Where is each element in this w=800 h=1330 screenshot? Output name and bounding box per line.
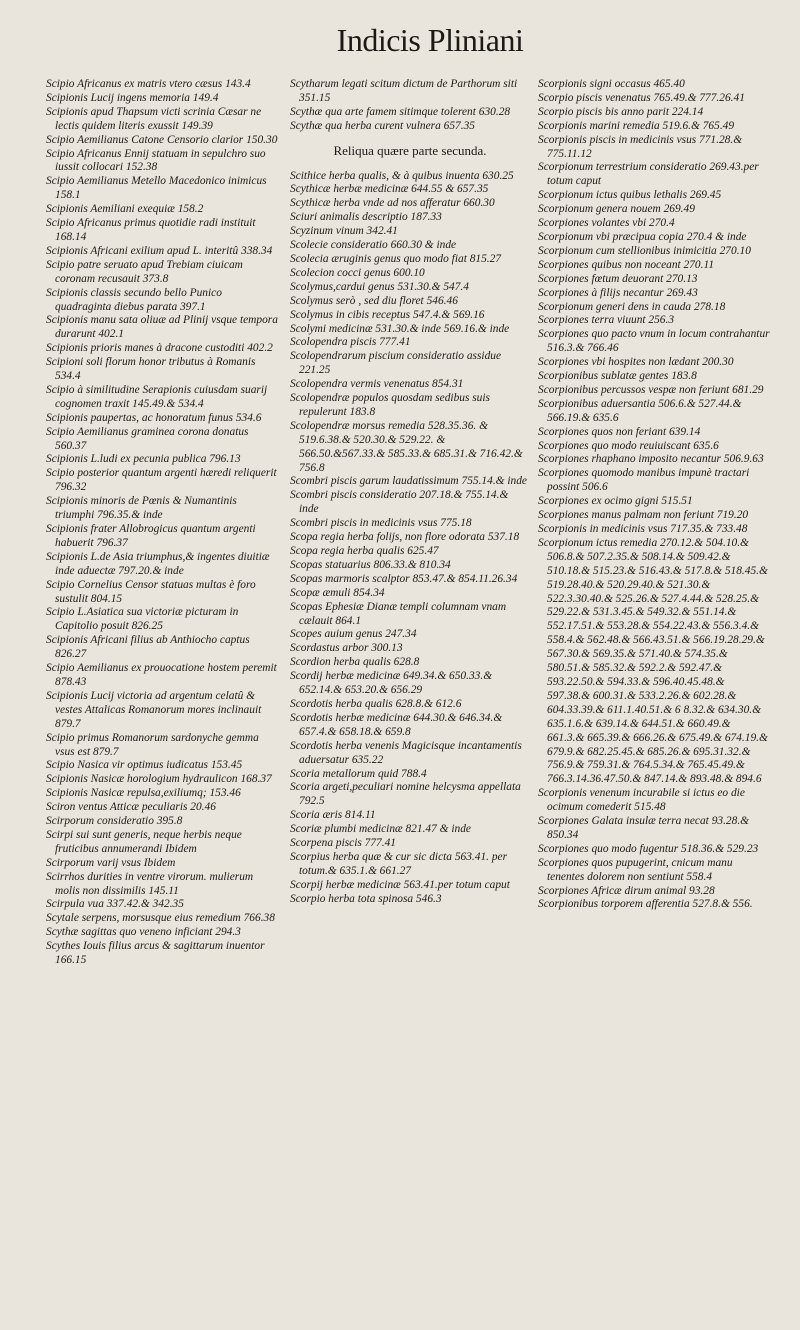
index-entry: Scolecia æruginis genus quo modo fiat 815.27 bbox=[290, 252, 502, 265]
index-entry: Scipionis apud Thapsum victi scrinia Cæsar ne lectis quidem literis exussit 149.39 bbox=[46, 105, 262, 132]
index-entry: Scorpius herba quæ & cur sic dicta 563.41. per totum.& 635.1.& 661.27 bbox=[290, 850, 508, 877]
index-entry: Scorpiones quo pacto vnum in locum contrahantur 516.3.& 766.46 bbox=[538, 328, 770, 355]
index-entry: Scolopendræ populos quosdam sedibus suis repulerunt 183.8 bbox=[290, 392, 490, 418]
index-entry: Scorpionis in medicinis vsus 717.35.& 733.48 bbox=[538, 523, 748, 535]
index-entry: Scombri piscis in medicinis vsus 775.18 bbox=[290, 517, 472, 530]
index-column-left bbox=[46, 78, 278, 968]
index-entry: Scipio L.Asiatica sua victoriæ picturam in Capitolio posuit 826.25 bbox=[46, 606, 239, 633]
index-entry: Scipio Africanus primus quotidie radi instituit 168.14 bbox=[46, 217, 256, 243]
index-entry: Scytharum legati scitum dictum de Parthorum siti 351.15 bbox=[290, 78, 518, 104]
index-entry: Scoria metallorum quid 788.4 bbox=[290, 767, 427, 780]
index-entry: Scirrhos durities in ventre virorum. mulierum molis non dissimilis 145.11 bbox=[46, 870, 254, 897]
index-entry: Scorpiones quos non feriant 639.14 bbox=[538, 425, 701, 438]
index-entry: Scorpionibus torporem afferentia 527.8.& 556. bbox=[538, 898, 753, 911]
index-entry: Scythicæ herba vnde ad nos afferatur 660.30 bbox=[290, 197, 495, 210]
index-entry: Scipionis frater Allobrogicus quantum argenti habuerit 796.37 bbox=[46, 523, 256, 549]
index-entry: Scipionis Africani filius ab Anthiocho captus 826.27 bbox=[46, 634, 250, 661]
index-entry: Scorpionum generi dens in cauda 278.18 bbox=[538, 300, 726, 313]
index-entry: Scipionis Nasicæ repulsa,exiliumq; 153.46 bbox=[46, 787, 241, 800]
index-entry: Scopas statuarius 806.33.& 810.34 bbox=[290, 558, 451, 571]
index-entry: Scolymus in cibis receptus 547.4.& 569.16 bbox=[290, 308, 485, 321]
index-entry: Scordastus arbor 300.13 bbox=[290, 642, 403, 655]
index-entry: Scipionis Nasicæ horologium hydraulicon 168.37 bbox=[46, 773, 272, 786]
index-entry: Scirpi sui sunt generis, neque herbis neque fruticibus annumerandi Ibidem bbox=[46, 828, 242, 855]
index-entry: Scythes Iouis filius arcus & sagittarum inuentor 166.15 bbox=[46, 940, 265, 967]
index-entry: Scorpionum genera nouem 269.49 bbox=[538, 203, 695, 216]
index-entry: Scorpio piscis bis anno parit 224.14 bbox=[538, 105, 704, 118]
index-entry: Scoriæ plumbi medicinæ 821.47 & inde bbox=[290, 823, 471, 836]
index-entry: Scipio Aemilianus graminea corona donatus 560.37 bbox=[46, 425, 249, 452]
index-entry: Scombri piscis consideratio 207.18.& 755.14.& inde bbox=[290, 489, 509, 516]
index-entry: Sciuri animalis descriptio 187.33 bbox=[290, 211, 442, 224]
index-entry: Scipio à similitudine Serapionis cuiusdam suarij cognomen traxit 145.49.& 534.4 bbox=[46, 383, 268, 410]
index-entry: Scorpionum terrestrium consideratio 269.43.per totum caput bbox=[538, 161, 759, 188]
index-entry: Scordion herba qualis 628.8 bbox=[290, 656, 420, 669]
index-entry: Scorpio piscis venenatus 765.49.& 777.26.41 bbox=[538, 91, 745, 104]
index-column-right bbox=[538, 78, 770, 912]
index-entry: Scythæ qua arte famem sitimque tolerent 630.28 bbox=[290, 105, 511, 118]
index-entry: Scipionis paupertas, ac honoratum funus 534.6 bbox=[46, 411, 262, 424]
index-entry: Scyzinum vinum 342.41 bbox=[290, 225, 398, 238]
index-entry: Scipio Nasica vir optimus iudicatus 153.45 bbox=[46, 759, 243, 772]
index-entry: Scorpiones quos pupugerint, cnicum manu tenentes dolorem non sentiunt 558.4 bbox=[538, 856, 733, 883]
index-entry: Scopa regia herba folijs, non flore odorata 537.18 bbox=[290, 531, 520, 544]
index-column-middle bbox=[290, 78, 530, 907]
index-entry: Scirporum varij vsus Ibidem bbox=[46, 856, 176, 869]
index-entry: Scordij herbæ medicinæ 649.34.& 650.33.& 652.14.& 653.20.& 656.29 bbox=[290, 670, 493, 697]
index-entry: Scorpiones manus palmam non feriunt 719.20 bbox=[538, 509, 749, 522]
index-entry: Scopæ æmuli 854.34 bbox=[290, 586, 385, 599]
index-entry: Scolopendræ morsus remedia 528.35.36. & 519.6.38.& 520.30.& 529.22. & 566.50.&567.33.& 585.33.& 685.31.& 716.42.& 756.8 bbox=[290, 419, 523, 474]
index-entry: Scithice herba qualis, & à quibus inuenta 630.25 bbox=[290, 169, 514, 182]
index-entry: Scorpionis signi occasus 465.40 bbox=[538, 78, 685, 90]
index-entry: Scorpionibus percussos vespæ non feriunt 681.29 bbox=[538, 383, 764, 396]
index-entry: Scorpiones volantes vbi 270.4 bbox=[538, 217, 675, 230]
middle-entries-before bbox=[290, 78, 530, 134]
index-entry: Scorpiones quo modo fugentur 518.36.& 529.23 bbox=[538, 842, 759, 855]
index-entry: Scolymus,cardui genus 531.30.& 547.4 bbox=[290, 280, 469, 293]
index-entry: Scordotis herba venenis Magicisque incantamentis aduersatur 635.22 bbox=[290, 739, 522, 766]
index-entry: Scipionis Aemiliani exequiæ 158.2 bbox=[46, 203, 204, 216]
index-entry: Scorpiones fœtum deuorant 270.13 bbox=[538, 272, 698, 285]
index-entry: Scopas marmoris scalptor 853.47.& 854.11.26.34 bbox=[290, 572, 518, 585]
index-entry: Scolecie consideratio 660.30 & inde bbox=[290, 239, 457, 252]
index-entry: Scorpiones Africæ dirum animal 93.28 bbox=[538, 884, 715, 897]
index-entry: Scythæ qua herba curent vulnera 657.35 bbox=[290, 119, 475, 132]
index-entry: Scipionis Lucij ingens memoria 149.4 bbox=[46, 91, 219, 104]
index-entry: Scipionis classis secundo bello Punico quadraginta diebus parata 397.1 bbox=[46, 286, 222, 313]
index-entry: Scoria argeti,peculiari nomine helcysma appellata 792.5 bbox=[290, 781, 521, 808]
index-entry: Scordotis herba qualis 628.8.& 612.6 bbox=[290, 697, 462, 710]
index-entry: Scorpij herbæ medicinæ 563.41.per totum caput bbox=[290, 878, 510, 891]
index-entry: Scipionis prioris manes à dracone custoditi 402.2 bbox=[46, 342, 273, 355]
index-entry: Scipionis minoris de Pœnis & Numantinis triumphi 796.35.& inde bbox=[46, 495, 237, 522]
index-entry: Scythæ sagittas quo veneno inficiant 294.3 bbox=[46, 926, 241, 939]
index-entry: Scipionis manu sata oliuæ ad Plinij vsque tempora durarunt 402.1 bbox=[46, 314, 278, 341]
index-entry: Scolymus serò , sed diu floret 546.46 bbox=[290, 294, 458, 307]
index-entry: Scorpiones quo modo reuiuiscant 635.6 bbox=[538, 439, 719, 452]
index-entry: Scorpiones quomodo manibus impunè tractari possint 506.6 bbox=[538, 467, 750, 494]
index-entry: Scipio Africanus ex matris vtero cæsus 143.4 bbox=[46, 78, 251, 90]
middle-entries-after bbox=[290, 170, 530, 907]
index-entry: Scorpiones vbi hospites non lædant 200.30 bbox=[538, 356, 734, 369]
index-entry: Scorpionibus aduersantia 506.6.& 527.44.& 566.19.& 635.6 bbox=[538, 397, 742, 424]
index-entry: Scopa regia herba qualis 625.47 bbox=[290, 545, 439, 557]
index-entry: Scordotis herbæ medicinæ 644.30.& 646.34.& 657.4.& 658.18.& 659.8 bbox=[290, 711, 503, 738]
index-entry: Sciron ventus Atticæ peculiaris 20.46 bbox=[46, 801, 216, 814]
index-entry: Scopas Ephesiæ Dianæ templi columnam vnam cælauit 864.1 bbox=[290, 600, 507, 627]
index-entry: Scorpiones quibus non noceant 270.11 bbox=[538, 258, 715, 271]
index-entry: Scipio patre seruato apud Trebiam ciuicam coronam recusauit 373.8 bbox=[46, 258, 243, 285]
index-entry: Scorpio herba tota spinosa 546.3 bbox=[290, 892, 442, 905]
index-entry: Scipionis L.de Asia triumphus,& ingentes diuitiæ inde aduectæ 797.20.& inde bbox=[46, 550, 270, 577]
index-entry: Scorpionum ictus quibus lethalis 269.45 bbox=[538, 189, 722, 202]
index-entry: Scorpionis venenum incurabile si ictus eo die ocimum comederit 515.48 bbox=[538, 787, 745, 814]
index-entry: Scolopendrarum piscium consideratio assidue 221.25 bbox=[290, 350, 502, 377]
index-entry: Scirporum consideratio 395.8 bbox=[46, 815, 183, 828]
index-entry: Scipionis Lucij victoria ad argentum celatû & vestes Attalicas Romanorum mores inclinauit 879.7 bbox=[46, 689, 262, 730]
index-entry: Scipio Aemilianus Catone Censorio clarior 150.30 bbox=[46, 133, 278, 146]
running-head: Indicis Pliniani bbox=[336, 22, 524, 58]
index-entry: Scorpiones ex ocimo gigni 515.51 bbox=[538, 495, 693, 508]
index-entry: Scoria æris 814.11 bbox=[290, 809, 376, 822]
index-entry: Scipionis Africani exilium apud L. interitû 338.34 bbox=[46, 244, 273, 257]
index-entry: Scipionis L.ludi ex pecunia publica 796.13 bbox=[46, 453, 241, 466]
index-entry: Scorpionis marini remedia 519.6.& 765.49 bbox=[538, 119, 735, 132]
index-entry: Scipio posterior quantum argenti hæredi reliquerit 796.32 bbox=[46, 467, 277, 494]
index-entry: Scombri piscis garum laudatissimum 755.14.& inde bbox=[290, 475, 527, 488]
index-entry: Scirpula vua 337.42.& 342.35 bbox=[46, 898, 184, 911]
index-entry: Scorpena piscis 777.41 bbox=[290, 837, 396, 850]
index-entry: Scorpionum cum stellionibus inimicitia 270.10 bbox=[538, 244, 751, 257]
index-entry: Scolopendra vermis venenatus 854.31 bbox=[290, 378, 464, 391]
index-entry: Scolopendra piscis 777.41 bbox=[290, 336, 411, 349]
index-entry: Scorpionibus sublatæ gentes 183.8 bbox=[538, 370, 697, 383]
index-entry: Scipio Africanus Ennij statuam in sepulchro suo iussit collocari 152.38 bbox=[46, 147, 266, 174]
index-entry: Scolecion cocci genus 600.10 bbox=[290, 266, 425, 279]
index-entry: Scolymi medicinæ 531.30.& inde 569.16.& inde bbox=[290, 322, 510, 335]
index-entry: Scipio primus Romanorum sardonyche gemma vsus est 879.7 bbox=[46, 731, 259, 758]
index-entry: Scorpionis piscis in medicinis vsus 771.28.& 775.11.12 bbox=[538, 133, 743, 160]
index-entry: Scipio Cornelius Censor statuas multas è foro sustulit 804.15 bbox=[46, 578, 256, 605]
index-entry: Scorpiones rhaphano imposito necantur 506.9.63 bbox=[538, 453, 764, 466]
index-entry: Scorpionum ictus remedia 270.12.& 504.10.& 506.8.& 507.2.35.& 508.14.& 509.42.& 510.18.& 515.23.& 516.43.& 517.8.& 518.45.& 519.28.40.& 520.29.40.& 521.30.& 522.3.30.40.& 525.26.& 527.4.44.& 528.25.& 529.22.& 531.3.45.& 549.32.& 551.14.& 552.17.51.& 553.28.& 554.22.43.& 556.3.4.& 558.4.& 562.48.& 566.43.51.& 566.19.28.29.& 567.30.& 569.35.& 571.40.& 574.35.& 580.51.& 585.32.& 592.2.& 592.47.& 593.22.50.& 594.33.& 596.40.45.48.& 597.38.& 600.31.& 533.2.26.& 602.28.& 604.33.39.& 611.1.40.51.& 6 8.32.& 634.30.& 635.1.6.& 639.14.& 644.51.& 660.49.& 661.3.& 665.39.& 666.26.& 675.49.& 674.19.& 679.9.& 682.25.45.& 685.26.& 695.31.32.& 756.9.& 759.31.& 764.5.34.& 765.45.49.& 766.3.14.36.47.50.& 847.14.& 893.48.& 894.6 bbox=[538, 536, 768, 786]
index-entry: Scipio Aemilianus ex prouocatione hostem peremit 878.43 bbox=[46, 662, 277, 688]
section-heading: Reliqua quære parte secunda. bbox=[333, 142, 487, 158]
index-entry: Scorpiones à filijs necantur 269.43 bbox=[538, 286, 698, 299]
index-entry: Scopes auium genus 247.34 bbox=[290, 628, 417, 641]
index-entry: Scorpiones terra viuunt 256.3 bbox=[538, 314, 675, 327]
index-entry: Scipioni soli florum honor tributus à Romanis 534.4 bbox=[46, 356, 256, 383]
index-entry: Scorpiones Galata insulæ terra necat 93.28.& 850.34 bbox=[538, 815, 750, 841]
index-entry: Scorpionum vbi præcipua copia 270.4 & inde bbox=[538, 230, 747, 243]
index-entry: Scytale serpens, morsusque eius remedium 766.38 bbox=[46, 912, 275, 925]
index-entry: Scipio Aemilianus Metello Macedonico inimicus 158.1 bbox=[46, 175, 267, 202]
index-entry: Scythicæ herbæ medicinæ 644.55 & 657.35 bbox=[290, 183, 489, 196]
